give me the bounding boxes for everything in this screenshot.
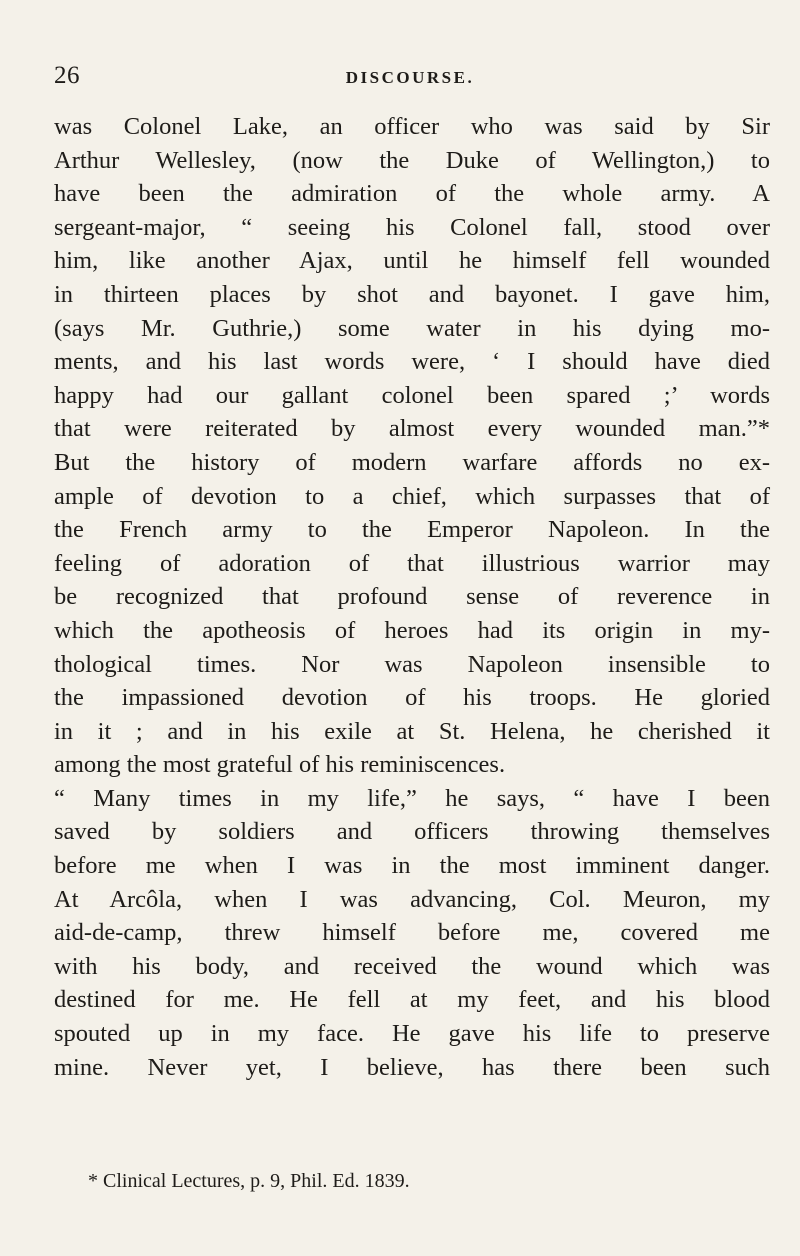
text-line: feeling of adoration of that illustrious warrior may [54,549,770,577]
text-line: which the apotheosis of heroes had its origin in my- [54,616,770,644]
text-line: happy had our gallant colonel been spared ;’ words [54,381,770,409]
text-line: But the history of modern warfare affords no ex- [54,448,770,476]
text-line: ample of devotion to a chief, which surpasses that of [54,482,770,510]
text-line: that were reiterated by almost every wounded man.”* [54,415,770,443]
text-line: be recognized that profound sense of reverence in [54,583,770,611]
text-line: mine. Never yet, I believe, has there been such [54,1053,770,1081]
text-line: sergeant-major, “ seeing his Colonel fall, stood over [54,213,770,241]
text-line: destined for me. He fell at my feet, and his blood [54,986,770,1014]
text-line: aid-de-camp, threw himself before me, covered me [54,919,770,947]
text-line: in thirteen places by shot and bayonet. I gave him, [54,280,770,308]
text-line: spouted up in my face. He gave his life to preserve [54,1020,770,1048]
running-head: DISCOURSE. [345,68,475,87]
text-line: (says Mr. Guthrie,) some water in his dying mo- [54,314,770,342]
text-line: At Arcôla, when I was advancing, Col. Meuron, my [54,885,770,913]
body-text [54,110,770,1084]
text-line: before me when I was in the most imminent danger. [54,852,770,880]
text-line: saved by soldiers and officers throwing themselves [54,818,770,846]
text-line: Arthur Wellesley, (now the Duke of Wellington,) to [54,146,770,174]
text-line: among the most grateful of his reminiscences. [54,751,506,779]
text-line: “ Many times in my life,” he says, “ have I been [54,784,770,812]
text-line: have been the admiration of the whole army. A [54,180,770,208]
text-line: him, like another Ajax, until he himself fell wounded [54,247,770,275]
footnote: * Clinical Lectures, p. 9, Phil. Ed. 1839. [88,1170,410,1192]
text-line: ments, and his last words were, ‘ I should have died [54,348,770,376]
text-line: thological times. Nor was Napoleon insensible to [54,650,770,678]
text-line: the impassioned devotion of his troops. He gloried [54,684,770,712]
text-line: was Colonel Lake, an officer who was said by Sir [54,113,770,140]
text-line: in it ; and in his exile at St. Helena, he cherished it [54,717,770,745]
page-header [40,62,780,92]
page-number: 26 [54,62,80,89]
text-line: with his body, and received the wound which was [54,952,770,980]
text-line: the French army to the Emperor Napoleon. In the [54,516,770,544]
